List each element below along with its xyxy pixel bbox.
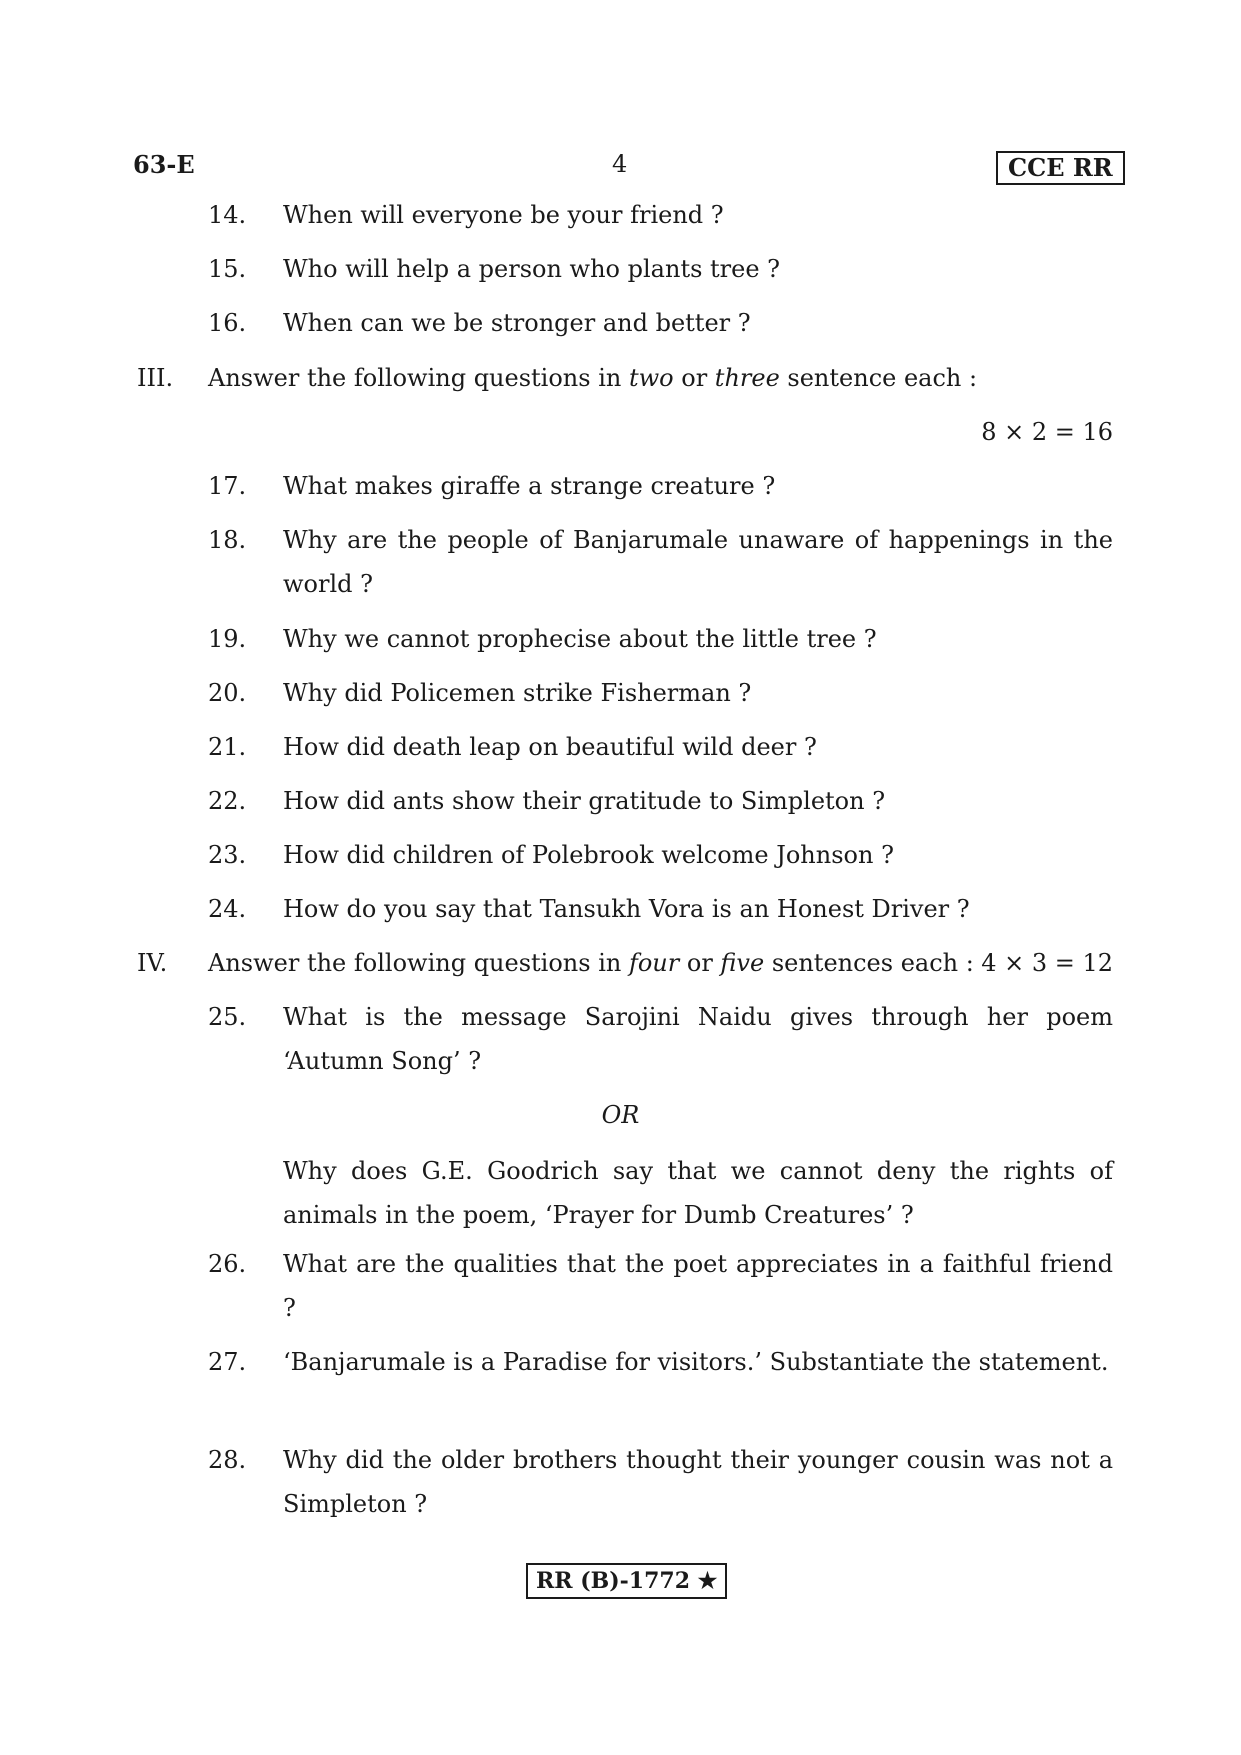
question-text: What is the message Sarojini Naidu gives through her poem ‘Autumn Song’ ? bbox=[283, 1003, 1113, 1075]
paper-code: 63-E bbox=[133, 150, 195, 179]
section-4-instruction: Answer the following questions in four or five sentences each : bbox=[208, 949, 974, 977]
question-number: 17. bbox=[208, 472, 247, 500]
question-text: How did children of Polebrook welcome Johnson ? bbox=[283, 841, 894, 869]
section-3-marks: 8 × 2 = 16 bbox=[981, 418, 1113, 446]
question-number: 25. bbox=[208, 1003, 247, 1031]
footer-code: RR (B)-1772 ★ bbox=[526, 1563, 727, 1599]
question-number: 14. bbox=[208, 201, 247, 229]
question-number: 24. bbox=[208, 895, 247, 923]
question-text: When can we be stronger and better ? bbox=[283, 309, 751, 337]
question-number: 22. bbox=[208, 787, 247, 815]
section-3-number: III. bbox=[137, 364, 174, 392]
series-badge: CCE RR bbox=[996, 151, 1125, 185]
question-text: Why did Policemen strike Fisherman ? bbox=[283, 679, 752, 707]
question-number: 16. bbox=[208, 309, 247, 337]
section-4-marks: 4 × 3 = 12 bbox=[981, 949, 1113, 977]
question-number: 26. bbox=[208, 1250, 247, 1278]
page-number: 4 bbox=[612, 150, 628, 178]
question-text: How did death leap on beautiful wild deer ? bbox=[283, 733, 817, 761]
question-text: Why did the older brothers thought their younger cousin was not a Simpleton ? bbox=[283, 1446, 1113, 1518]
question-number: 23. bbox=[208, 841, 247, 869]
or-divider: OR bbox=[601, 1101, 640, 1129]
question-text: How do you say that Tansukh Vora is an Honest Driver ? bbox=[283, 895, 970, 923]
question-text: Why we cannot prophecise about the little tree ? bbox=[283, 625, 877, 653]
question-text: Why are the people of Banjarumale unaware of happenings in the world ? bbox=[283, 526, 1113, 598]
question-number: 20. bbox=[208, 679, 247, 707]
question-text: ‘Banjarumale is a Paradise for visitors.’ Substantiate the statement. bbox=[283, 1348, 1109, 1376]
question-text: How did ants show their gratitude to Simpleton ? bbox=[283, 787, 886, 815]
question-25-alternative: Why does G.E. Goodrich say that we cannot deny the rights of animals in the poem, ‘Prayer for Dumb Creatures’ ? bbox=[283, 1157, 1113, 1229]
question-number: 15. bbox=[208, 255, 247, 283]
question-number: 28. bbox=[208, 1446, 247, 1474]
question-text: When will everyone be your friend ? bbox=[283, 201, 724, 229]
section-4-number: IV. bbox=[137, 949, 168, 977]
question-number: 21. bbox=[208, 733, 247, 761]
question-text: What makes giraffe a strange creature ? bbox=[283, 472, 776, 500]
question-number: 18. bbox=[208, 526, 247, 554]
question-number: 27. bbox=[208, 1348, 247, 1376]
question-text: What are the qualities that the poet appreciates in a faithful friend ? bbox=[283, 1250, 1113, 1322]
question-number: 19. bbox=[208, 625, 247, 653]
question-text: Who will help a person who plants tree ? bbox=[283, 255, 781, 283]
section-3-instruction: Answer the following questions in two or three sentence each : bbox=[208, 364, 978, 392]
